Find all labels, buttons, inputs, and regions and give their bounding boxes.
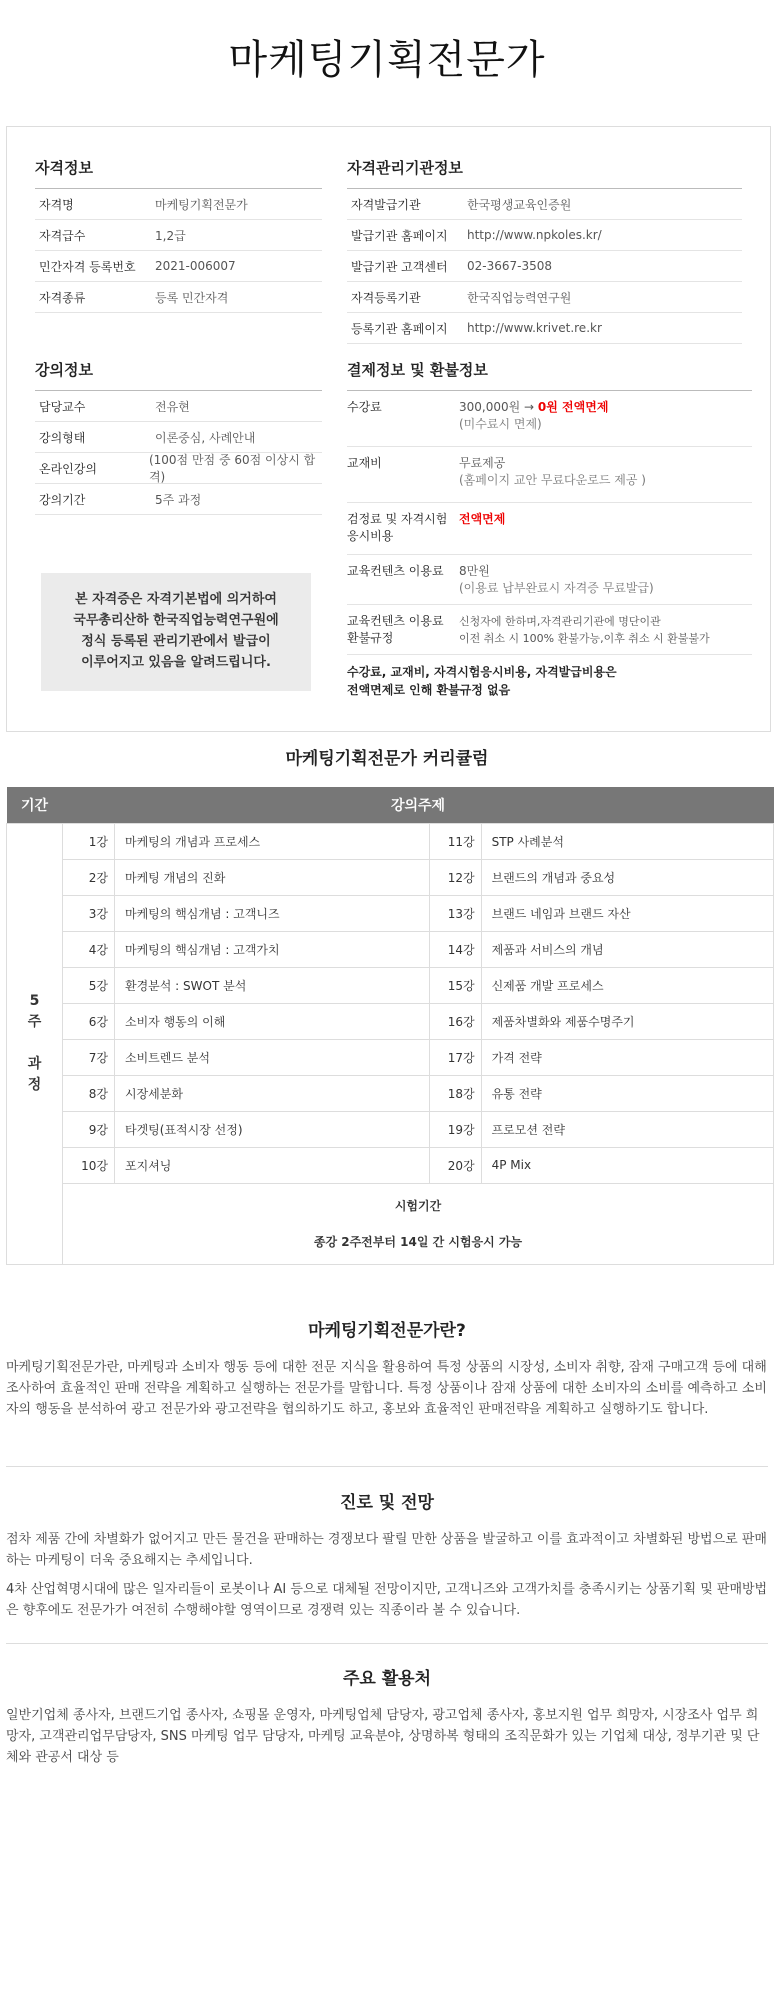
notice-line: 본 자격증은 자격기본법에 의거하여 [75,592,277,607]
notice-line: 이루어지고 있음을 알려드립니다. [81,655,271,670]
divider [6,1643,768,1644]
lecture-number: 16강 [429,1003,481,1039]
info-value: http://www.krivet.re.kr [467,321,602,335]
lecture-number: 17강 [429,1039,481,1075]
section-heading: 마케팅기획전문가란? [308,1321,466,1341]
section-body: 점차 제품 간에 차별화가 없어지고 만든 물건을 판매하는 경쟁보다 팔릴 만한 상품을 발굴하고 이를 효과적이고 차별화된 방법으로 판매하는 마케팅이 더욱 중요해지는 추세입니다. [6,1532,767,1568]
lecture-title: 신제품 개발 프로세스 [481,967,773,1003]
tuition-note: (미수료시 면제) [459,417,542,431]
info-key: 자격등록기관 [351,290,421,305]
lecture-number: 12강 [429,859,481,895]
divider [6,1466,768,1467]
table-row [7,895,774,931]
lecture-title: 소비자 행동의 이해 [115,1003,430,1039]
lecture-number: 18강 [429,1075,481,1111]
info-row [347,189,742,220]
payment-section [347,359,752,699]
info-row [35,220,322,251]
lecture-title: 소비트렌드 분석 [115,1039,430,1075]
refund-text: 이전 취소 시 100% 환불가능,이후 취소 시 환불불가 [459,632,710,645]
lecture-title: 유통 전략 [481,1075,773,1111]
notice-line: 국무총리산하 한국직업능력연구원에 [73,613,279,628]
table-row [7,1003,774,1039]
exam-fee-value: 전액면제 [459,512,506,526]
exam-desc: 종강 2주전부터 14일 간 시험응시 가능 [313,1234,523,1249]
info-key: 등록기관 홈페이지 [351,321,448,336]
info-value: 2021-006007 [155,259,236,273]
lecture-title: STP 사례분석 [481,823,773,859]
info-key: 강의기간 [39,492,86,507]
lecture-number: 6강 [63,1003,115,1039]
info-box [6,126,771,732]
notice-box [41,573,311,691]
textbook-value: 무료제공 [459,456,506,470]
period-char [7,1033,62,1054]
info-key: 자격발급기관 [351,197,421,212]
refund-footer [347,655,752,699]
content-fee-label: 교육컨텐츠 이용료 [347,564,444,578]
info-key: 온라인강의 [39,461,97,476]
lecture-title: 브랜드의 개념과 중요성 [481,859,773,895]
info-row [347,220,742,251]
info-value: 한국평생교육인증원 [467,197,572,212]
lecture-number: 3강 [63,895,115,931]
info-row [347,282,742,313]
info-key: 자격종류 [39,290,86,305]
exam-period-cell [63,1183,774,1264]
textbook-label: 교재비 [347,456,382,470]
refund-label: 환불규정 [347,631,394,645]
table-row [7,1075,774,1111]
info-key: 자격명 [39,197,74,212]
table-row [7,859,774,895]
lecture-number: 1강 [63,823,115,859]
refund-footer-line: 전액면제로 인해 환불규정 없음 [347,683,511,697]
tuition-free: 0원 전액면제 [537,400,609,414]
career-section [6,1488,768,1621]
textbook-row [347,447,752,503]
refund-row [347,605,752,655]
info-value: (100점 만점 중 60점 이상시 합격) [148,453,316,484]
info-key: 강의형태 [39,430,86,445]
lecture-number: 11강 [429,823,481,859]
refund-text: 신청자에 한하며,자격관리기관에 명단이관 [459,615,661,628]
info-row [35,282,322,313]
info-value: 이론중심, 사례안내 [155,430,256,445]
usage-section [6,1664,768,1768]
info-key: 민간자격 등록번호 [39,259,136,274]
section-body: 일반기업체 종사자, 브랜드기업 종사자, 쇼핑몰 운영자, 마케팅업체 담당자, 광고업체 종사자, 홍보지원 업무 희망자, 시장조사 업무 희망자, 고객관리업무담당자, SNS 마케팅 업무 담당자, 마케팅 교육분야, 상명하복 형태의 조직문화가 있는 기업체 대상, 정부기관 및 단체와 관공서 대상 등 [6,1708,760,1765]
lecture-number: 9강 [63,1111,115,1147]
info-row [347,313,742,344]
info-value: 5주 과정 [155,492,202,507]
section-heading: 진로 및 전망 [340,1493,434,1513]
curriculum-title: 마케팅기획전문가 커리큘럼 [285,749,489,769]
content-fee-value: 8만원 [459,564,490,578]
lecture-number: 10강 [63,1147,115,1183]
lecture-title: 시장세분화 [115,1075,430,1111]
lecture-number: 8강 [63,1075,115,1111]
lecture-title: 프로모션 전략 [481,1111,773,1147]
lecture-title: 환경분석 : SWOT 분석 [115,967,430,1003]
section-body: 4차 산업혁명시대에 많은 일자리들이 로봇이나 AI 등으로 대체될 전망이지만, 고객니즈와 고객가치를 충족시키는 상품기획 및 판매방법은 향후에도 전문가가 여전히 수행해야할 영역이므로 경쟁력 있는 직종이라 볼 수 있습니다. [6,1582,768,1618]
lecture-number: 7강 [63,1039,115,1075]
info-row [35,251,322,282]
exam-row [7,1183,774,1264]
exam-fee-label: 응시비용 [347,529,394,543]
col-period-header: 기간 [7,787,63,823]
period-char: 5 [29,993,40,1009]
info-key: 발급기관 홈페이지 [351,228,448,243]
lecture-number: 13강 [429,895,481,931]
info-value: 한국직업능력연구원 [467,290,572,305]
lecture-title: 포지셔닝 [115,1147,430,1183]
lecture-section [35,359,322,515]
qualification-section [35,157,322,313]
section-body: 마케팅기획전문가란, 마케팅과 소비자 행동 등에 대한 전문 지식을 활용하여 특정 상품의 시장성, 소비자 취향, 잠재 구매고객 등에 대해 조사하여 효율적인 판매 전략을 계획하고 실행하는 전문가를 말합니다. 특정 상품이나 잠재 상품에 대한 소비자의 소비를 예측하고 소비자의 행동을 분석하여 광고 전문가와 광고전략을 협의하기도 하고, 홍보와 효율적인 판매전략을 계획하고 실행하기도 합니다. [6,1360,767,1417]
lecture-title: 4P Mix [481,1147,773,1183]
info-key: 발급기관 고객센터 [351,259,448,274]
lecture-number: 5강 [63,967,115,1003]
period-cell [7,823,63,1264]
lecture-number: 20강 [429,1147,481,1183]
info-value: 등록 민간자격 [155,290,229,305]
lecture-title: 마케팅 개념의 진화 [115,859,430,895]
exam-fee-label: 검정료 및 자격시험 [347,512,448,526]
info-value: 02-3667-3508 [467,259,553,273]
period-char: 주 [27,1014,42,1030]
info-row [35,189,322,220]
textbook-note: (홈페이지 교안 무료다운로드 제공 ) [459,473,646,487]
lecture-number: 4강 [63,931,115,967]
section-title: 결제정보 및 환불정보 [347,359,752,391]
content-fee-row [347,555,752,605]
lecture-title: 마케팅의 핵심개념 : 고객니즈 [115,895,430,931]
exam-fee-row [347,503,752,555]
refund-footer-line: 수강료, 교재비, 자격시험응시비용, 자격발급비용은 [347,665,617,679]
lecture-number: 2강 [63,859,115,895]
info-row [35,453,322,484]
lecture-title: 제품과 서비스의 개념 [481,931,773,967]
tuition-price: 300,000원 → [459,400,535,414]
table-row [7,1147,774,1183]
info-row [35,391,322,422]
section-title: 자격정보 [35,157,322,189]
section-heading: 주요 활용처 [342,1669,432,1689]
table-row [7,1111,774,1147]
lecture-title: 마케팅의 핵심개념 : 고객가치 [115,931,430,967]
lecture-title: 마케팅의 개념과 프로세스 [115,823,430,859]
lecture-title: 브랜드 네임과 브랜드 자산 [481,895,773,931]
section-title: 자격관리기관정보 [347,157,742,189]
lecture-title: 타겟팅(표적시장 선정) [115,1111,430,1147]
lecture-number: 14강 [429,931,481,967]
refund-label: 교육컨텐츠 이용료 [347,614,444,628]
info-value: 마케팅기획전문가 [155,197,248,212]
curriculum-table [6,787,774,1265]
info-key: 담당교수 [39,399,86,414]
notice-line: 정식 등록된 관리기관에서 발급이 [81,634,271,649]
table-row [7,1039,774,1075]
agency-section [347,157,742,344]
lecture-title: 가격 전략 [481,1039,773,1075]
table-row [7,823,774,859]
table-row [7,931,774,967]
info-value: 1,2급 [155,228,186,243]
info-key: 자격급수 [39,228,86,243]
section-title: 강의정보 [35,359,322,391]
info-row [35,422,322,453]
period-char: 정 [27,1077,42,1093]
col-topic-header: 강의주제 [63,787,774,823]
content-fee-note: (이용료 납부완료시 자격증 무료발급) [459,581,654,595]
lecture-number: 15강 [429,967,481,1003]
tuition-label: 수강료 [347,400,382,414]
about-section [6,1316,768,1420]
lecture-title: 제품차별화와 제품수명주기 [481,1003,773,1039]
info-row [347,251,742,282]
tuition-row [347,391,752,447]
info-row [35,484,322,515]
page-title: 마케팅기획전문가 [228,37,546,83]
period-char: 과 [27,1056,42,1072]
exam-title: 시험기간 [394,1198,442,1213]
info-value: 전유현 [155,399,190,414]
table-row [7,967,774,1003]
info-value: http://www.npkoles.kr/ [467,228,602,242]
lecture-number: 19강 [429,1111,481,1147]
